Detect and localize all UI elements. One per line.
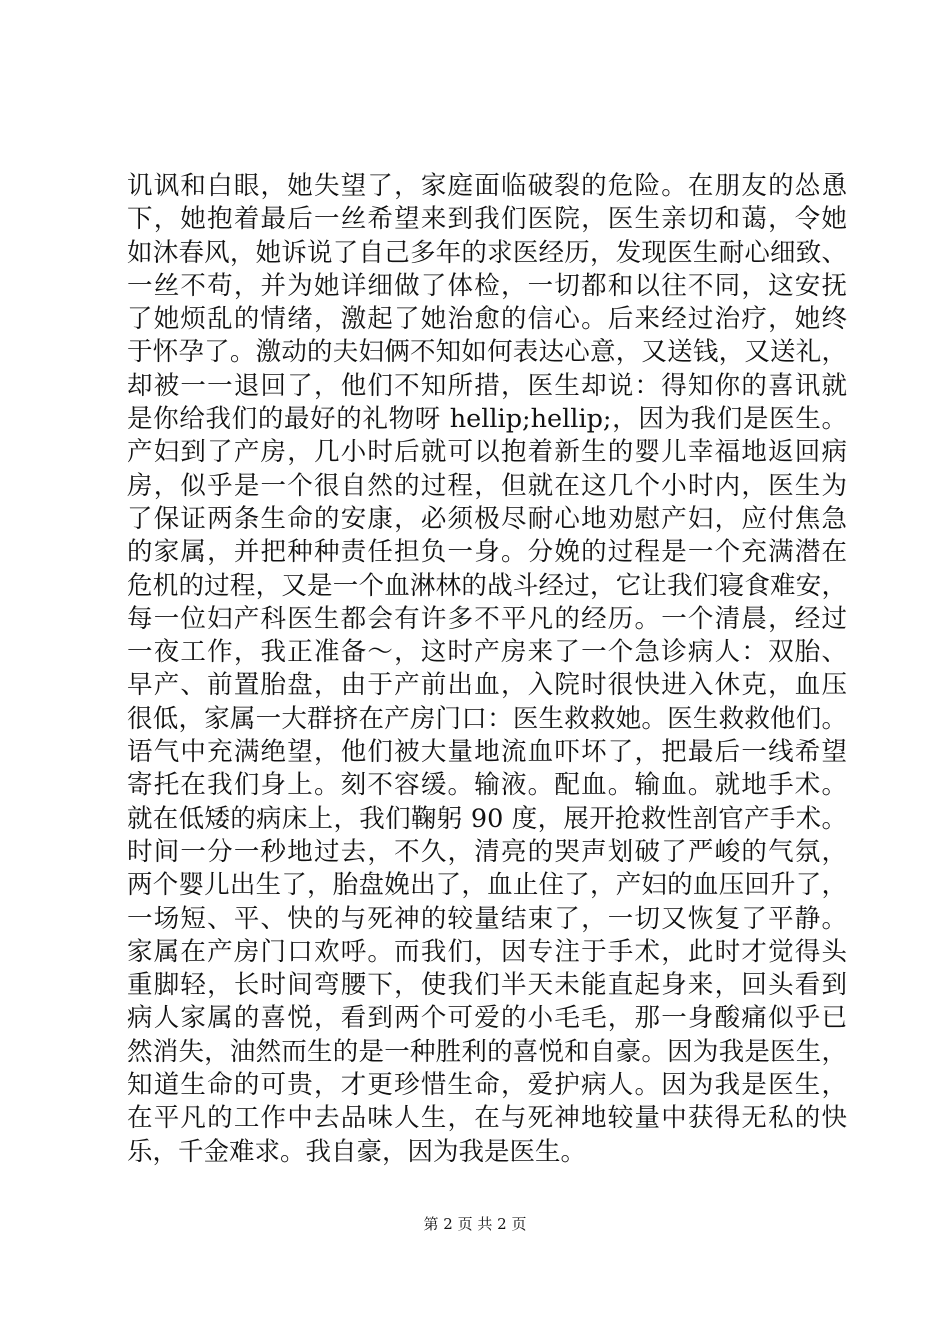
text-line: 每一位妇产科医生都会有许多不平凡的经历。一个清晨，经过 xyxy=(127,603,847,634)
text-line: 寄托在我们身上。刻不容缓。输液。配血。输血。就地手术。 xyxy=(127,770,847,801)
text-line: 重脚轻，长时间弯腰下，使我们半天未能直起身来，回头看到 xyxy=(127,970,847,1001)
text-line: 很低，家属一大群挤在产房门口：医生救救她。医生救救他们。 xyxy=(127,703,847,734)
text-line: 乐，千金难求。我自豪，因为我是医生。 xyxy=(127,1136,587,1167)
text-line: 房，似乎是一个很自然的过程，但就在这几个小时内，医生为 xyxy=(127,470,847,501)
text-line: 下，她抱着最后一丝希望来到我们医院，医生亲切和蔼，令她 xyxy=(127,204,847,235)
text-line: 讥讽和白眼，她失望了，家庭面临破裂的危险。在朋友的怂恿 xyxy=(127,171,847,201)
text-line: 了她烦乱的情绪，激起了她治愈的信心。后来经过治疗，她终 xyxy=(127,304,847,335)
text-line: 如沐春风，她诉说了自己多年的求医经历，发现医生耐心细致、 xyxy=(127,237,847,268)
text-line: 语气中充满绝望，他们被大量地流血吓坏了，把最后一线希望 xyxy=(127,737,847,768)
page-footer xyxy=(0,1214,950,1234)
text-line: 家属在产房门口欢呼。而我们，因专注于手术，此时才觉得头 xyxy=(127,936,847,967)
body-text xyxy=(127,170,847,1169)
text-line: 一场短、平、快的与死神的较量结束了，一切又恢复了平静。 xyxy=(127,903,847,934)
page-number: 第 2 页 共 2 页 xyxy=(423,1215,527,1233)
text-line: 知道生命的可贵，才更珍惜生命，爱护病人。因为我是医生， xyxy=(127,1070,847,1101)
text-line: 一丝不苟，并为她详细做了体检，一切都和以往不同，这安抚 xyxy=(127,270,847,301)
text-line: 两个婴儿出生了，胎盘娩出了，血止住了，产妇的血压回升了， xyxy=(127,870,847,901)
text-line: 在平凡的工作中去品味人生，在与死神地较量中获得无私的快 xyxy=(127,1103,847,1134)
text-line: 一夜工作，我正准备～，这时产房来了一个急诊病人：双胎、 xyxy=(127,637,847,668)
text-line: 早产、前置胎盘，由于产前出血，入院时很快进入休克，血压 xyxy=(127,670,847,701)
text-line: 的家属，并把种种责任担负一身。分娩的过程是一个充满潜在 xyxy=(127,537,847,568)
text-line: 产妇到了产房，几小时后就可以抱着新生的婴儿幸福地返回病 xyxy=(127,437,847,468)
text-line: 时间一分一秒地过去，不久，清亮的哭声划破了严峻的气氛， xyxy=(127,836,847,867)
text-line: 就在低矮的病床上，我们鞠躬 90 度，展开抢救性剖官产手术。 xyxy=(127,803,847,834)
text-line: 了保证两条生命的安康，必须极尽耐心地劝慰产妇，应付焦急 xyxy=(127,503,847,534)
text-line: 却被一一退回了，他们不知所措，医生却说：得知你的喜讯就 xyxy=(127,370,847,401)
text-line: 危机的过程，又是一个血淋林的战斗经过，它让我们寝食难安， xyxy=(127,570,847,601)
text-line: 于怀孕了。激动的夫妇俩不知如何表达心意，又送钱，又送礼， xyxy=(127,337,847,368)
text-line: 是你给我们的最好的礼物呀 hellip;hellip;，因为我们是医生。 xyxy=(127,404,847,435)
text-line: 病人家属的喜悦，看到两个可爱的小毛毛，那一身酸痛似乎已 xyxy=(127,1003,847,1034)
text-line: 然消失，油然而生的是一种胜利的喜悦和自豪。因为我是医生， xyxy=(127,1036,847,1067)
